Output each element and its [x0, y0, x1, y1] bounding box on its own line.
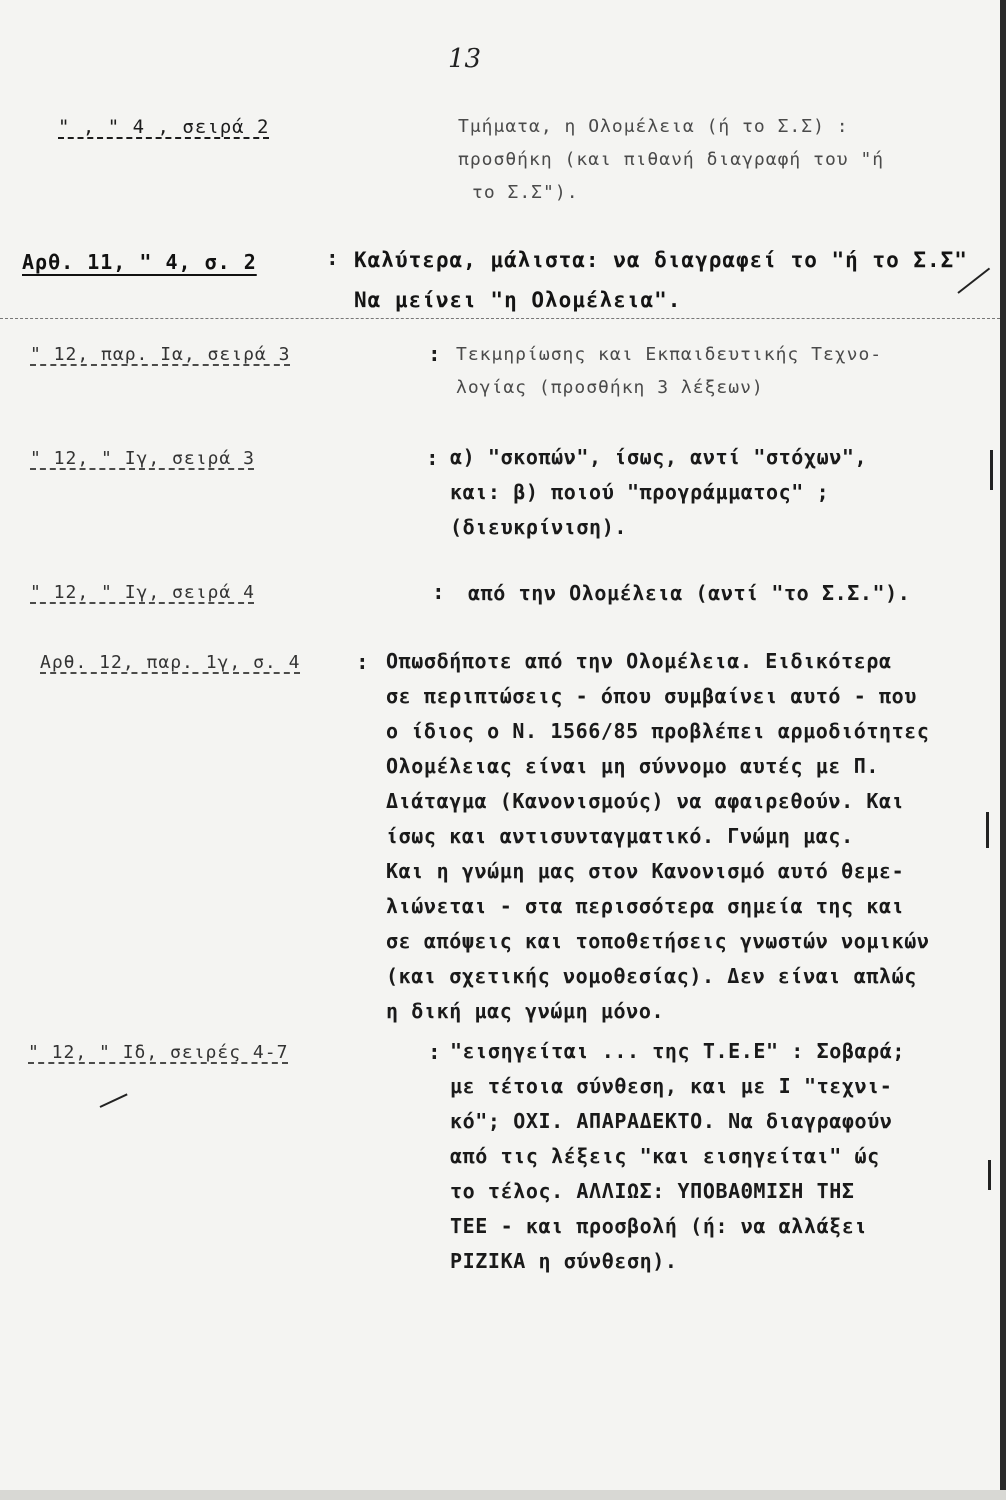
text-line: "εισηγείται ... της Τ.Ε.Ε" : Σοβαρά; [450, 1039, 906, 1063]
margin-mark [988, 1160, 991, 1190]
scan-edge [0, 1490, 1006, 1500]
article-reference: " , " 4 , σειρά 2 [58, 116, 270, 138]
text-line: (διευκρίνιση). [450, 515, 627, 539]
text-line: λογίας (προσθήκη 3 λέξεων) [456, 377, 764, 398]
text-line: (και σχετικής νομοθεσίας). Δεν είναι απλώς [386, 964, 917, 988]
text-line: από την Ολομέλεια (αντί "το Σ.Σ."). [468, 581, 911, 605]
article-reference: Αρθ. 11, " 4, σ. 2 [22, 250, 257, 274]
scan-edge [1000, 0, 1006, 1500]
text-line: το Σ.Σ"). [472, 182, 579, 203]
separator-colon: : [428, 1040, 441, 1064]
text-line: Να μείνει "η Ολομέλεια". [354, 288, 682, 312]
text-line: ίσως και αντισυνταγματικό. Γνώμη μας. [386, 824, 854, 848]
text-line: Διάταγμα (Κανονισμούς) να αφαιρεθούν. Και [386, 789, 905, 813]
amendment-text [458, 110, 884, 209]
amendment-text [468, 576, 910, 611]
text-line: λιώνεται - στα περισσότερα σημεία της και [386, 894, 905, 918]
margin-mark [986, 812, 989, 848]
text-line: σε περιπτώσεις - όπου συμβαίνει αυτό - που [386, 684, 917, 708]
amendment-text [450, 440, 867, 545]
text-line: ο ίδιος ο Ν. 1566/85 προβλέπει αρμοδιότητες [386, 719, 930, 743]
separator-colon: : [426, 446, 439, 470]
text-line: κό"; ΟΧΙ. ΑΠΑΡΑΔΕΚΤΟ. Να διαγραφούν [450, 1109, 893, 1133]
amendment-text [456, 338, 882, 404]
text-line: Οπωσδήποτε από την Ολομέλεια. Ειδικότερα [386, 649, 892, 673]
text-line: α) "σκοπών", ίσως, αντί "στόχων", [450, 445, 868, 469]
handwritten-check-mark [100, 1093, 128, 1107]
separator-colon: : [326, 246, 339, 270]
text-line: ΤΕΕ - και προσβολή (ή: να αλλάξει [450, 1214, 868, 1238]
article-reference: " 12, " Ιδ, σειρές 4-7 [28, 1042, 289, 1063]
text-line: με τέτοια σύνθεση, και με Ι "τεχνι- [450, 1074, 893, 1098]
separator-colon: : [428, 342, 441, 366]
separator-colon: : [432, 580, 445, 604]
article-reference: " 12, " Ιγ, σειρά 4 [30, 582, 255, 603]
text-line: Καλύτερα, μάλιστα: να διαγραφεί το "ή το Σ.Σ" [354, 248, 968, 272]
article-reference: " 12, " Ιγ, σειρά 3 [30, 448, 255, 469]
text-line: η δική μας γνώμη μόνο. [386, 999, 665, 1023]
text-line: ΡΙΖΙΚΑ η σύνθεση). [450, 1249, 678, 1273]
text-line: Τμήματα, η Ολομέλεια (ή το Σ.Σ) : [458, 116, 849, 137]
amendment-text [386, 644, 930, 1029]
separator-colon: : [356, 650, 369, 674]
text-line: Ολομέλειας είναι μη σύννομο αυτές με Π. [386, 754, 879, 778]
text-line: σε απόψεις και τοποθετήσεις γνωστών νομικών [386, 929, 930, 953]
article-reference: Αρθ. 12, παρ. 1γ, σ. 4 [40, 652, 301, 673]
text-line: προσθήκη (και πιθανή διαγραφή του "ή [458, 149, 885, 170]
amendment-text [450, 1034, 905, 1279]
text-line: Τεκμηρίωσης και Εκπαιδευτικής Τεχνο- [456, 344, 883, 365]
page-number: 13 [448, 44, 482, 74]
text-line: από τις λέξεις "και εισηγείται" ώς [450, 1144, 880, 1168]
text-line: το τέλος. ΑΛΛΙΩΣ: ΥΠΟΒΑΘΜΙΣΗ ΤΗΣ [450, 1179, 855, 1203]
margin-mark [990, 450, 993, 490]
text-line: Και η γνώμη μας στον Κανονισμό αυτό θεμε- [386, 859, 905, 883]
amendment-text [354, 240, 968, 320]
article-reference: " 12, παρ. Ια, σειρά 3 [30, 344, 291, 365]
section-divider [0, 318, 1000, 319]
text-line: και: β) ποιού "προγράμματος" ; [450, 480, 830, 504]
